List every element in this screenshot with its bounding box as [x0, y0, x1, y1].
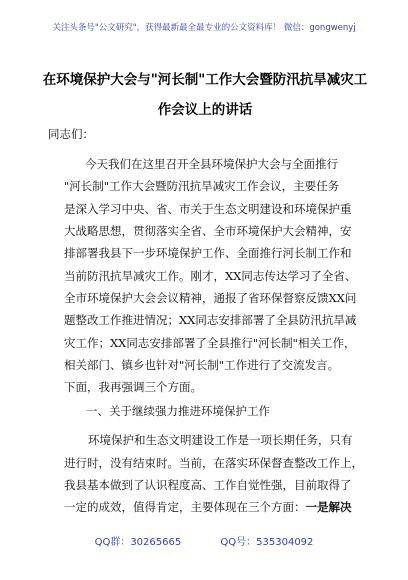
paragraph-line: [64, 500, 352, 515]
paragraph-line: 环境保护和生态文明建设工作是一项长期任务，只有: [88, 433, 353, 447]
document-title-line-2: 作会议上的讲话: [157, 102, 253, 118]
paragraph-line: 排部署我县下一步环境保护工作、全面推行河长制工作和: [64, 246, 352, 260]
paragraph-line: 大战略思想，贯彻落实全省、全市环境保护大会精神，安: [64, 224, 352, 238]
paragraph-line: 相关部门、镇乡也针对"河长制"工作进行了交流发言。: [64, 358, 340, 372]
paragraph-line: 进行时，没有结束时。当前，在落实环保督查整改工作上，: [64, 456, 363, 470]
paragraph-line: 我县基本做到了认识程度高、工作自觉性强，目前取得了: [64, 478, 352, 492]
paragraph-line: 是深入学习中央、省、市关于生态文明建设和环境保护重: [64, 202, 352, 216]
paragraph-line: 题整改工作推进情况；XX同志安排部署了全县防汛抗旱减: [64, 313, 357, 327]
paragraph-line: 当前防汛抗旱减灾工作。刚才，XX同志传达学习了全省、: [64, 269, 357, 283]
section-heading: 一、关于继续强力推进环境保护工作: [86, 404, 270, 418]
bold-run: 一是解决: [305, 500, 352, 514]
document-title-line-1: 在环境保护大会与"河长制"工作大会暨防汛抗旱减灾工: [42, 72, 368, 88]
paragraph-line-text: 一定的成效，值得肯定，主要体现在三个方面：: [64, 500, 306, 514]
paragraph-line: 今天我们在这里召开全县环境保护大会与全面推行: [85, 157, 338, 171]
footer-qq: QQ号：535304092: [220, 537, 314, 548]
footer-qq-group: QQ群：30265665: [94, 537, 182, 548]
paragraph-line: 下面，我再强调三个方面。: [64, 380, 202, 394]
promo-banner: 关注头条号"公文研究"，获得最新最全最专业的公文资料库！ 微信：gongwenyj: [52, 23, 356, 33]
salutation: 同志们：: [48, 127, 94, 141]
footer: [0, 537, 408, 549]
paragraph-line: 全市环境保护大会会议精神，通报了省环保督察反馈XX问: [64, 291, 357, 305]
paragraph-line: 灾工作；XX同志安排部署了全县推行"河长制"相关工作，: [64, 336, 356, 350]
paragraph-line: "河长制"工作大会暨防汛抗旱减灾工作会议，主要任务: [64, 179, 340, 193]
